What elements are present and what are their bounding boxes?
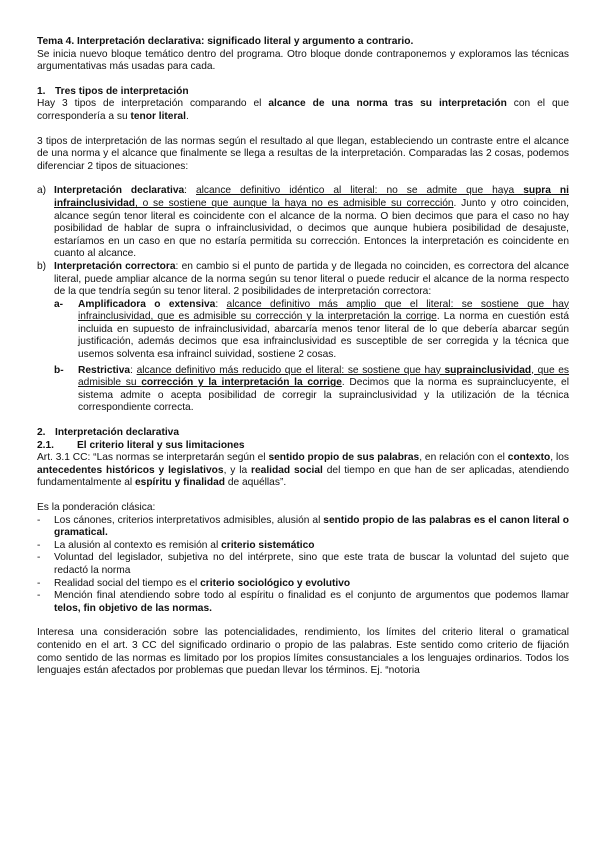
bold-run: tenor literal — [130, 110, 186, 122]
list-item — [37, 578, 569, 591]
bold-run: contexto — [507, 452, 551, 464]
underlined-run: , que es admisible su — [78, 364, 570, 389]
bold-run: realidad social — [251, 464, 323, 476]
underlined-run: alcance definitivo más amplio que el literal: se sostiene que hay infrainclusividad, que es admisible su corrección y la interpretación la corrige — [78, 298, 569, 323]
text-run: : — [130, 364, 137, 376]
underlined-run: alcance definitivo idéntico al literal: no se admite que haya — [195, 185, 524, 197]
text-run: Art. 3.1 CC: “Las normas se interpretarán según el — [37, 452, 269, 464]
article-3-1-quote — [37, 452, 569, 490]
text-run: del tiempo en que han de ser aplicadas, atendiendo fundamentalmente al — [37, 464, 569, 489]
text-run: Realidad social del tiempo es el — [54, 577, 201, 589]
list-marker: b) — [37, 260, 47, 272]
list-item-correctora — [37, 261, 569, 415]
text-run: con el que correspondería a su — [37, 98, 569, 122]
text-run: Hay 3 tipos de interpretación comparando el — [37, 98, 269, 110]
bold-run: sentido propio de sus palabras — [268, 452, 420, 464]
bold-run: criterio sistemático — [221, 539, 315, 551]
bold-run: alcance de una norma tras su interpretación — [268, 98, 507, 110]
dash-marker: - — [37, 539, 41, 551]
text-run: : — [184, 185, 196, 197]
text-run: , y la — [223, 464, 252, 476]
text-run: . — [185, 110, 189, 122]
intro-paragraph: Se inicia nuevo bloque temático dentro del programa. Otro bloque donde contraponemos y exploramos las técnicas argumentativas más usadas para cada. — [37, 48, 569, 73]
section-1-number: 1. — [37, 85, 46, 97]
ponderacion-intro: Es la ponderación clásica: — [37, 502, 156, 513]
text-run: . La norma en cuestión está incluida en supuesto de infrainclusividad, abarcaría menos tenor literal de lo que debería abarcar según justificación, además decimos que esa infrainclusividad es susceptible de ser corregida y la técnica que usemos solventa esa infraincl suividad, sostiene 2 cosas. — [78, 311, 569, 361]
section-1-paragraph-1 — [37, 98, 569, 123]
dash-marker: - — [37, 577, 41, 589]
underlined-bold-run: suprainclusividad — [444, 364, 532, 376]
text-run: : — [215, 298, 227, 310]
bold-run: Interpretación correctora — [54, 260, 176, 272]
section-2-number: 2. — [37, 427, 46, 439]
list-marker: a) — [37, 185, 47, 197]
list-item-declarativa — [37, 185, 569, 261]
sublist-item-amplificadora — [37, 299, 569, 362]
dash-marker: - — [37, 552, 41, 564]
interpretation-types-list — [37, 185, 569, 415]
correctora-sublist — [37, 299, 569, 415]
list-item — [37, 590, 569, 615]
dash-marker: - — [37, 590, 41, 602]
section-2-1-number: 2.1. — [37, 439, 54, 451]
bold-run: sentido propio de las palabras es el canon literal o gramatical. — [54, 514, 570, 539]
text-run: : en cambio si el punto de partida y de llegada no coinciden, es correctora del alcance literal, puede ampliar alcance de la norma según su tenor literal o puede reducir el alcance de la norma respecto de la que tendría según su tenor literal. 2 posibilidades de interpretación correctora: — [54, 260, 569, 298]
section-2-heading — [37, 427, 569, 440]
document-title: Tema 4. Interpretación declarativa: significado literal y argumento a contrario. — [37, 36, 414, 47]
section-1-paragraph-2: 3 tipos de interpretación de las normas según el resultado al que llegan, estableciendo un contraste entre el alcance de una norma y el alcance que finalmente se llega a resultas de la interpretación. Comparadas las 2 cosas, podemos diferenciar 2 tipos de situaciones: — [37, 135, 569, 172]
text-run: Mención final atendiendo sobre todo al espíritu o finalidad es el conjunto de argumentos que podemos llamar — [54, 590, 569, 602]
text-run: Los cánones, criterios interpretativos admisibles, alusión al — [54, 514, 324, 526]
text-run: de aquéllas”. — [225, 477, 287, 489]
underlined-bold-run: supra ni infrainclusividad — [54, 185, 569, 209]
section-2-1-title: El criterio literal y sus limitaciones — [77, 439, 245, 451]
list-item — [37, 552, 569, 577]
criteria-list — [37, 515, 569, 616]
bold-run: espíritu y finalidad — [134, 477, 225, 489]
underlined-run: alcance definitivo más reducido que el literal: se sostiene que hay — [136, 364, 445, 376]
list-item — [37, 515, 569, 540]
bold-run: Restrictiva — [78, 364, 131, 376]
sublist-marker: a- — [54, 298, 64, 310]
section-2-1-heading — [37, 440, 569, 453]
list-item — [37, 540, 569, 553]
closing-paragraph: Interesa una consideración sobre las potencialidades, rendimiento, los límites del criterio literal o gramatical contenido en el art. 3 CC del significado ordinario o propio de las palabras. Este sentido como criterio de fijación como sentido de las normas es limitado por los propios límites consustanciales a los lenguajes ordinarios. Todos los lenguajes están afectados por problemas que puedan llevar los términos. Ej. “notoria — [37, 627, 569, 677]
dash-marker: - — [37, 514, 41, 526]
text-run: La alusión al contexto es remisión al — [54, 539, 222, 551]
bold-run: telos, fin objetivo de las normas. — [54, 602, 212, 614]
text-run: . Junto y otro coinciden, alcance según tenor literal es coincidente con el alcance de la norma. O bien decimos que para el caso no hay posibilidad de hablar de supra o infrainclusividad, o decimos que aunque hubiera posibilidad de desajuste, estaríamos en un caso en que no estaría permitida su corrección. Entonces la interpretación es coincidente en cuanto al alcance. — [54, 197, 569, 260]
bold-run: Interpretación declarativa — [54, 185, 185, 197]
section-1-title: Tres tipos de interpretación — [55, 85, 189, 97]
section-2-title: Interpretación declarativa — [55, 427, 179, 439]
sublist-marker: b- — [54, 364, 64, 376]
sublist-item-restrictiva — [37, 365, 569, 415]
underlined-bold-run: corrección y la interpretación la corrige — [141, 377, 342, 389]
bold-run: antecedentes históricos y legislativos — [37, 464, 224, 476]
text-run: Voluntad del legislador, subjetiva no del intérprete, sino que este trata de buscar la voluntad del sujeto que redactó la norma — [54, 552, 569, 576]
text-run: , los — [550, 452, 569, 464]
bold-run: criterio sociológico y evolutivo — [200, 577, 351, 589]
underlined-run: , o se sostiene que aunque la haya no es admisible su corrección — [134, 197, 454, 209]
bold-run: Amplificadora o extensiva — [78, 298, 216, 310]
section-1-heading — [37, 86, 569, 99]
text-run: . Decimos que la norma es suprainclucyente, el sistema admite o acepta posibilidad de corregir la suprainclusividad y la utilización de la técnica correspondiente correcta. — [78, 377, 569, 414]
text-run: , en relación con el — [419, 452, 508, 464]
